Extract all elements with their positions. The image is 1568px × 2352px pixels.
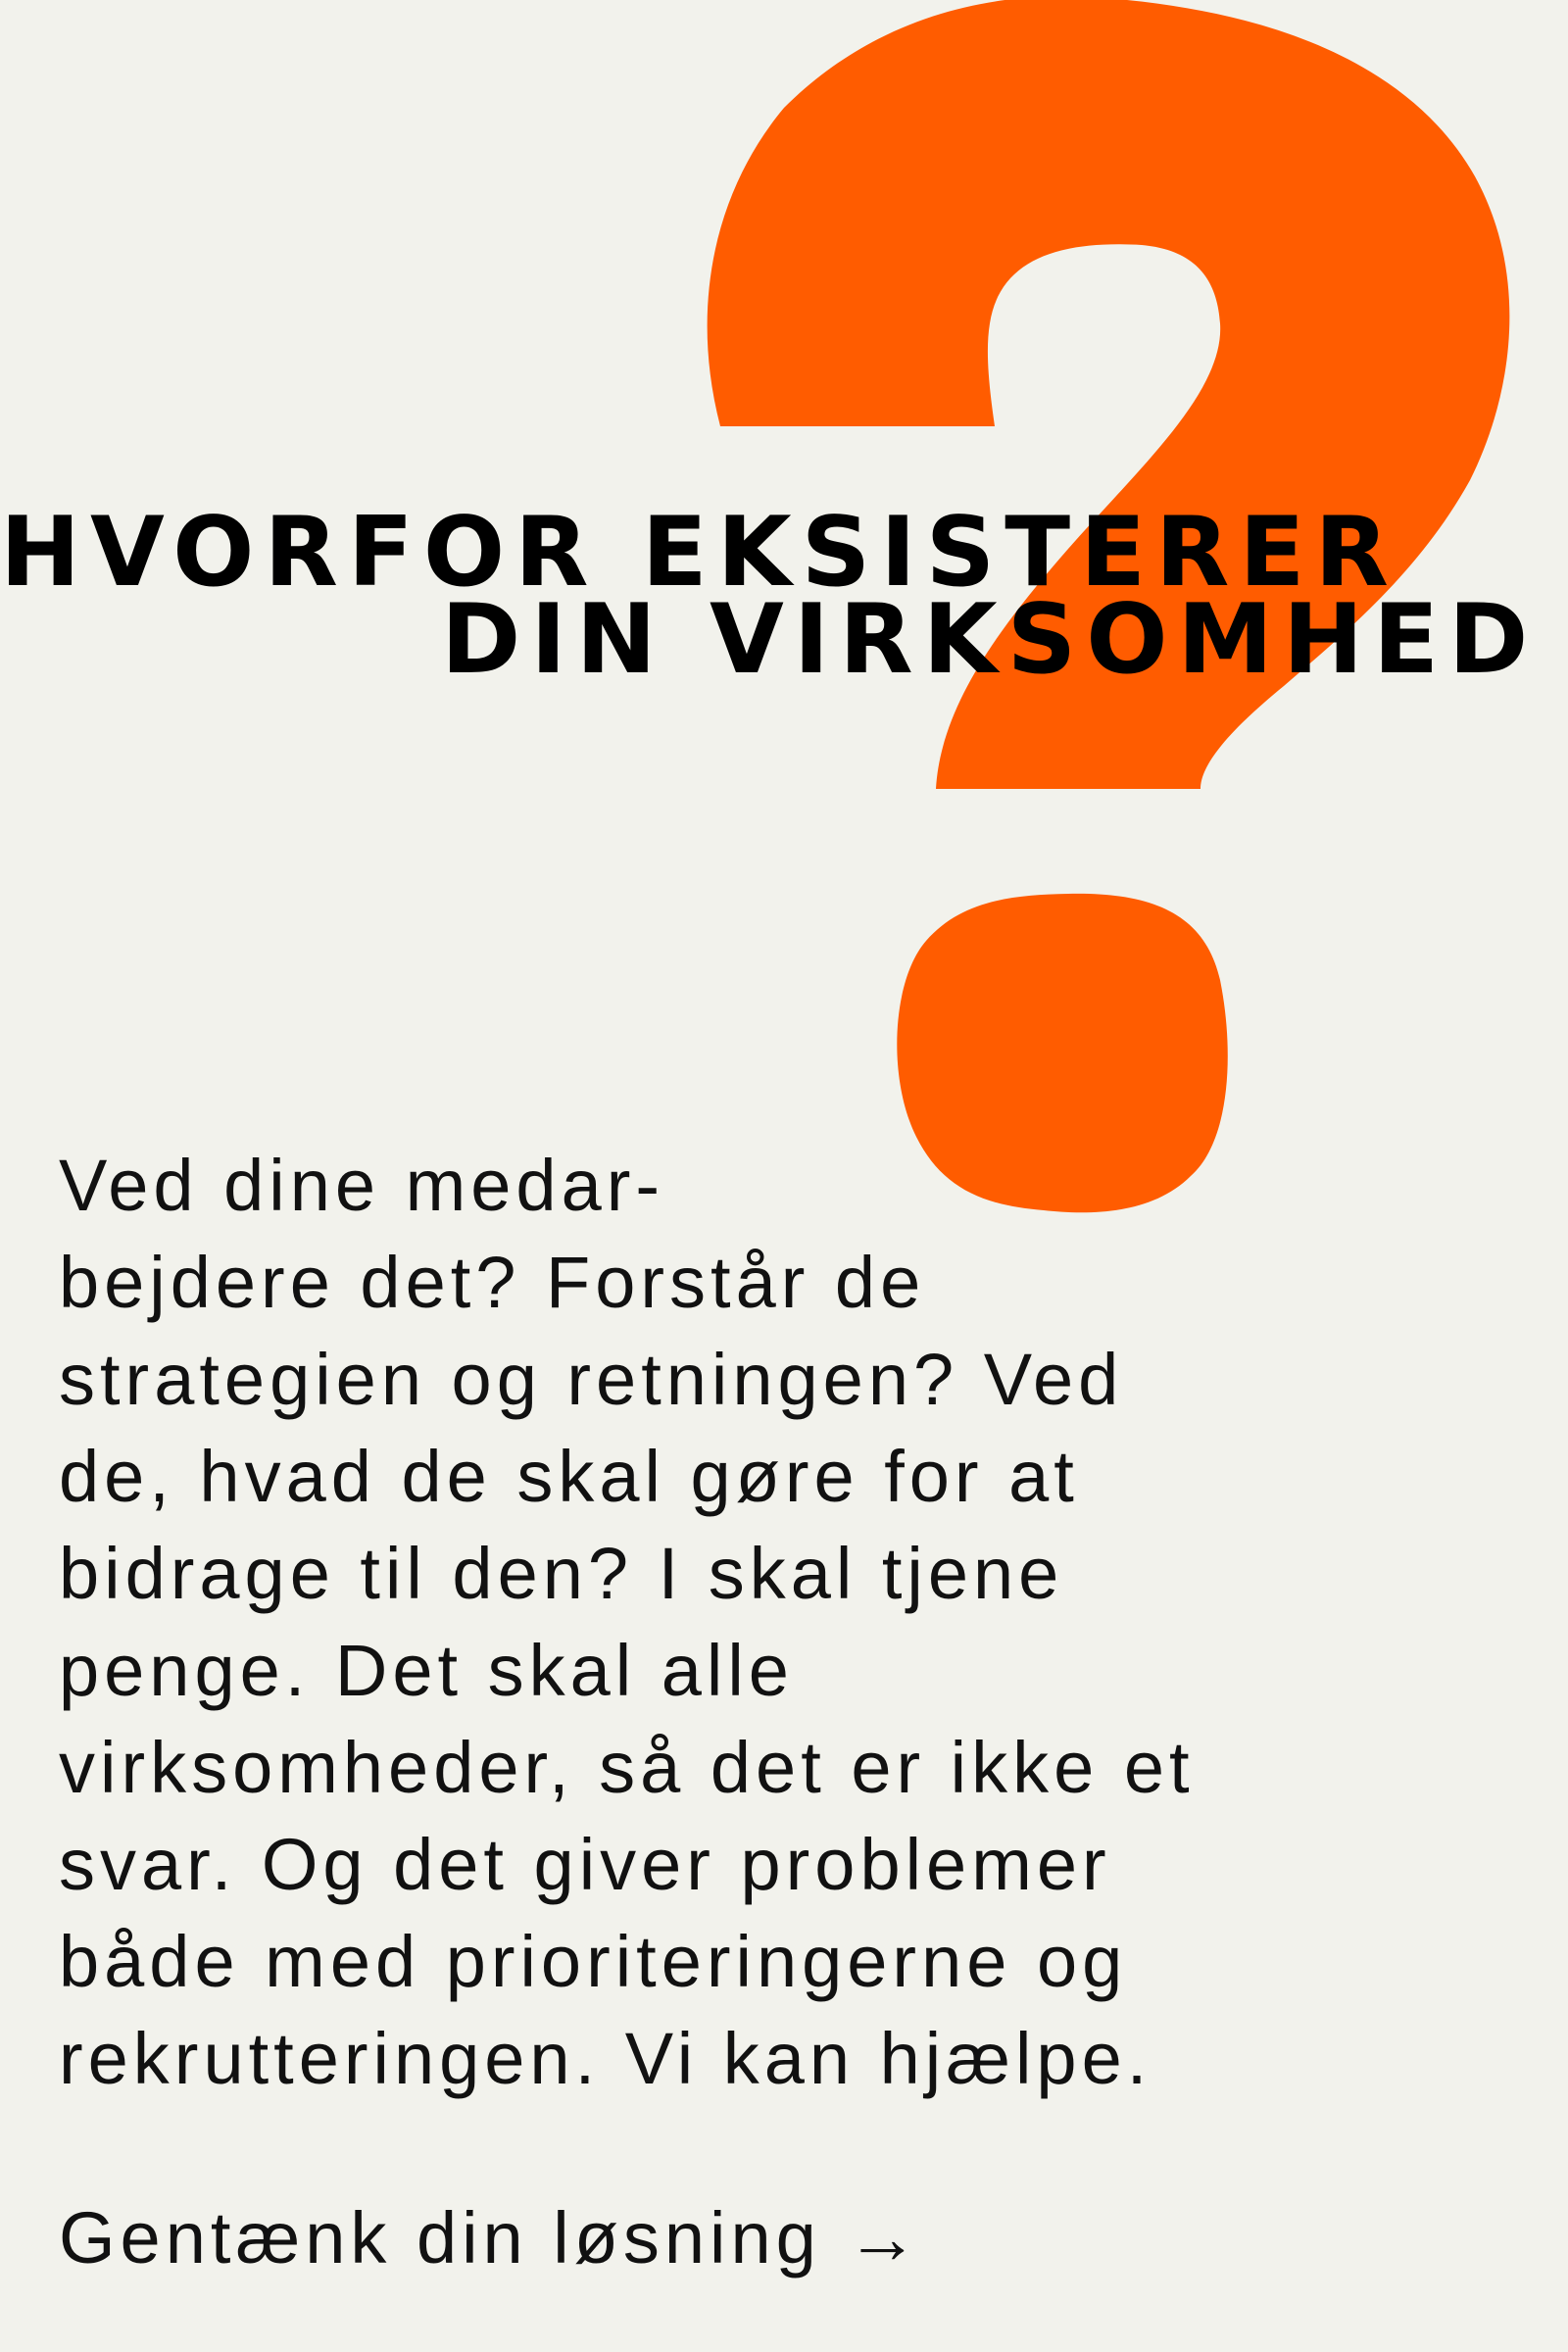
body-line: både med prioriteringerne og xyxy=(59,1921,1128,2002)
headline-line-2: DIN VIRKSOMHED xyxy=(441,584,1539,696)
body-line: bidrage til den? I skal tjene xyxy=(59,1533,1064,1614)
body-line: svar. Og det giver problemer xyxy=(59,1824,1111,1905)
rethink-solution-link[interactable]: Gentænk din løsning → xyxy=(59,2197,924,2278)
body-line: de, hvad de skal gøre for at xyxy=(59,1436,1079,1517)
body-line: rekrutteringen. Vi kan hjælpe. xyxy=(59,2018,1152,2099)
body-line: bejdere det? Forstår de xyxy=(59,1242,926,1323)
body-line: strategien og retningen? Ved xyxy=(59,1339,1124,1420)
body-line: penge. Det skal alle xyxy=(59,1630,794,1711)
body-line: virksomheder, så det er ikke et xyxy=(59,1727,1195,1808)
body-text xyxy=(59,1137,1548,2107)
body-line: Ved dine medar- xyxy=(59,1145,665,1226)
headline-line-1: HVORFOR EKSISTERER xyxy=(0,497,1398,609)
